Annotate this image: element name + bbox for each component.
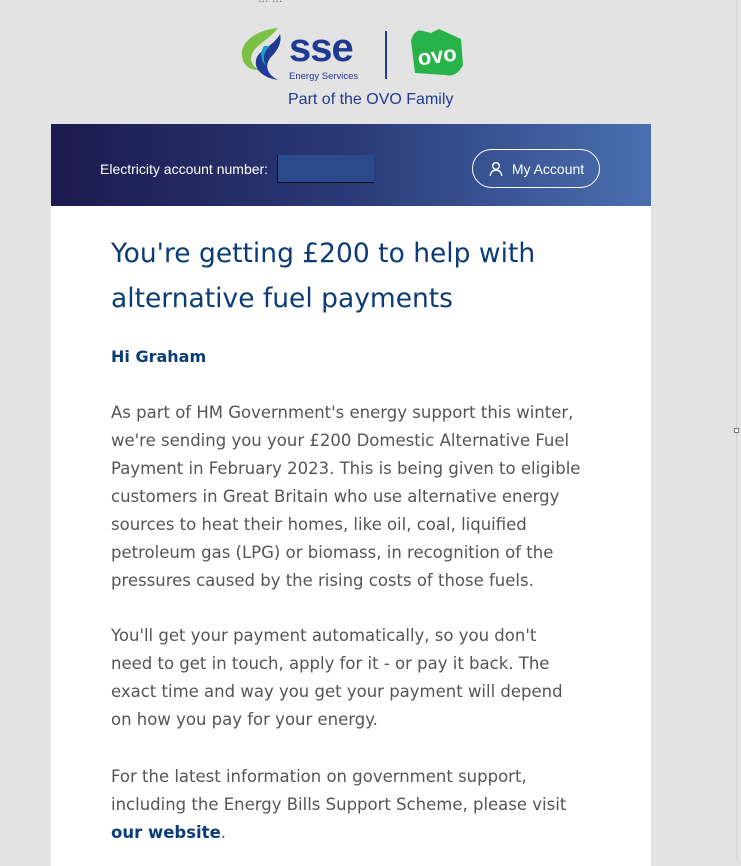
paragraph-more-info: [111, 763, 581, 847]
my-account-button[interactable]: [472, 149, 600, 188]
cut-off-preheader: [258, 0, 468, 2]
logo-divider: [385, 31, 387, 79]
more-info-text: For the latest information on government support, including the Energy Bills Support Scheme, please visit: [111, 767, 567, 814]
sse-swoosh-logo: [234, 24, 286, 84]
svg-text:ovo: ovo: [415, 40, 459, 71]
greeting: Hi Graham: [111, 347, 207, 366]
brand-logos: [0, 22, 741, 132]
sse-wordmark: sse: [289, 26, 353, 70]
ovo-logo: [409, 25, 465, 79]
family-tagline: Part of the OVO Family: [288, 91, 454, 108]
resize-handle[interactable]: [734, 428, 739, 433]
account-number-label: Electricity account number:: [100, 161, 269, 177]
paragraph-payment-info: You'll get your payment automatically, so you don't need to get in touch, apply for it - or pay it back. The exact time and way you get your payment will depend on how you pay for your energy.: [111, 626, 563, 729]
our-website-link[interactable]: our website: [111, 823, 221, 842]
sse-subtitle: Energy Services: [289, 71, 359, 82]
user-icon: [488, 161, 504, 177]
preheader-link[interactable]: [272, 0, 283, 2]
more-info-end: .: [220, 823, 227, 842]
account-number-redacted: [277, 155, 374, 183]
my-account-label: My Account: [511, 160, 585, 177]
email-header-band: [51, 124, 651, 206]
headline: You're getting £200 to help with alternative fuel payments: [111, 238, 536, 314]
paragraph-support-info: As part of HM Government's energy support this winter, we're sending you your £200 Domestic Alternative Fuel Payment in February 2023. This is being given to eligible customers in Great Britain who use alternative energy sources to heat their homes, like oil, coal, liquified petroleum gas (LPG) or biomass, in recognition of the pressures caused by the rising costs of those fuels.: [111, 403, 581, 590]
preheader-text: [258, 0, 269, 2]
message-body: [51, 206, 651, 866]
